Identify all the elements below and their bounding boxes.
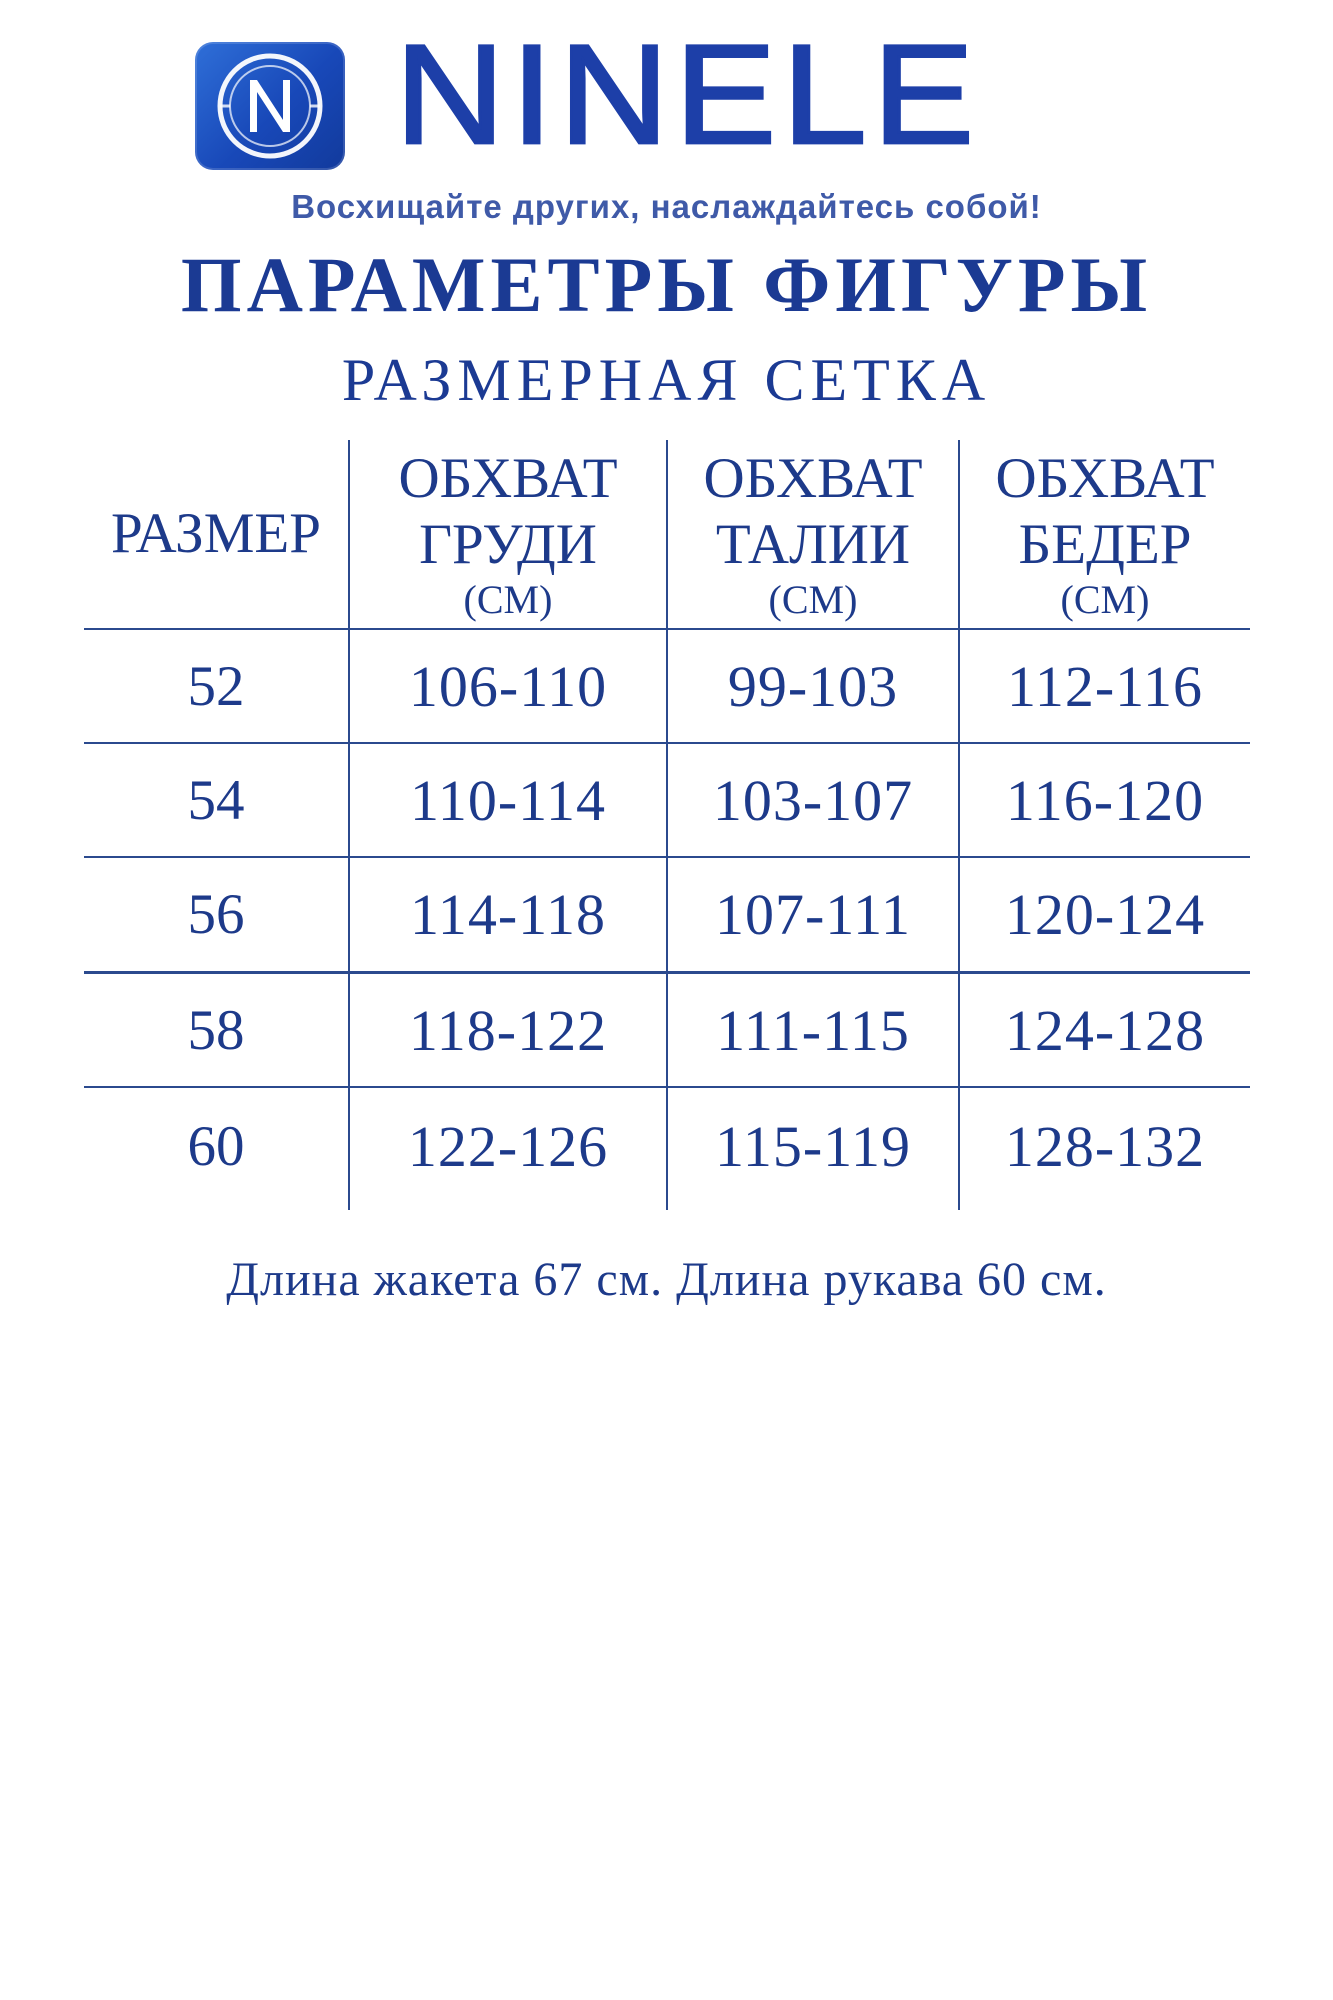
hips-cell: 128-132 (1004, 1113, 1206, 1179)
header-chest (350, 440, 666, 628)
hips-cell: 120-124 (1004, 882, 1206, 947)
header-chest-line2: ГРУДИ (419, 513, 597, 576)
waist-cell: 107-111 (714, 882, 911, 947)
brand-tagline: Восхищайте других, наслаждайтесь собой! (291, 188, 1042, 225)
chest-cell: 110-114 (409, 767, 606, 833)
header-waist (668, 440, 958, 628)
size-cell: 60 (187, 1114, 245, 1178)
size-cell: 52 (187, 654, 245, 718)
header-hips (960, 440, 1250, 628)
brand-wordmark: NINELE (395, 15, 981, 174)
waist-cell: 111-115 (716, 997, 910, 1063)
waist-cell: 99-103 (727, 653, 899, 719)
brand-logo (195, 15, 1155, 178)
header-hips-line2: БЕДЕР (1018, 513, 1192, 576)
hips-cell: 116-120 (1005, 767, 1205, 833)
chest-cell: 114-118 (409, 882, 606, 947)
size-cell: 56 (187, 883, 245, 946)
chest-cell: 122-126 (407, 1113, 609, 1179)
header-size-label: РАЗМЕР (111, 502, 321, 565)
header-waist-line1: ОБХВАТ (703, 447, 923, 510)
header-waist-line2: ТАЛИИ (715, 513, 911, 576)
waist-cell: 103-107 (712, 767, 914, 833)
hips-cell: 124-128 (1004, 997, 1206, 1063)
header-waist-unit: (СМ) (768, 577, 858, 622)
waist-cell: 115-119 (714, 1113, 911, 1179)
brand-badge-icon (195, 42, 345, 170)
size-cell: 54 (187, 768, 245, 832)
size-cell: 58 (187, 998, 245, 1062)
hips-cell: 112-116 (1006, 653, 1203, 719)
header-chest-line1: ОБХВАТ (398, 447, 618, 510)
chest-cell: 118-122 (408, 997, 608, 1063)
page-subtitle: РАЗМЕРНАЯ СЕТКА (341, 347, 992, 413)
header-hips-line1: ОБХВАТ (995, 447, 1215, 510)
garment-length-note: Длина жакета 67 см. Длина рукава 60 см. (226, 1253, 1107, 1306)
header-size (84, 440, 348, 628)
size-table (84, 440, 1250, 1210)
chest-cell: 106-110 (408, 653, 608, 719)
header-chest-unit: (СМ) (463, 577, 553, 622)
page-title: ПАРАМЕТРЫ ФИГУРЫ (180, 241, 1153, 328)
header-hips-unit: (СМ) (1060, 577, 1150, 622)
